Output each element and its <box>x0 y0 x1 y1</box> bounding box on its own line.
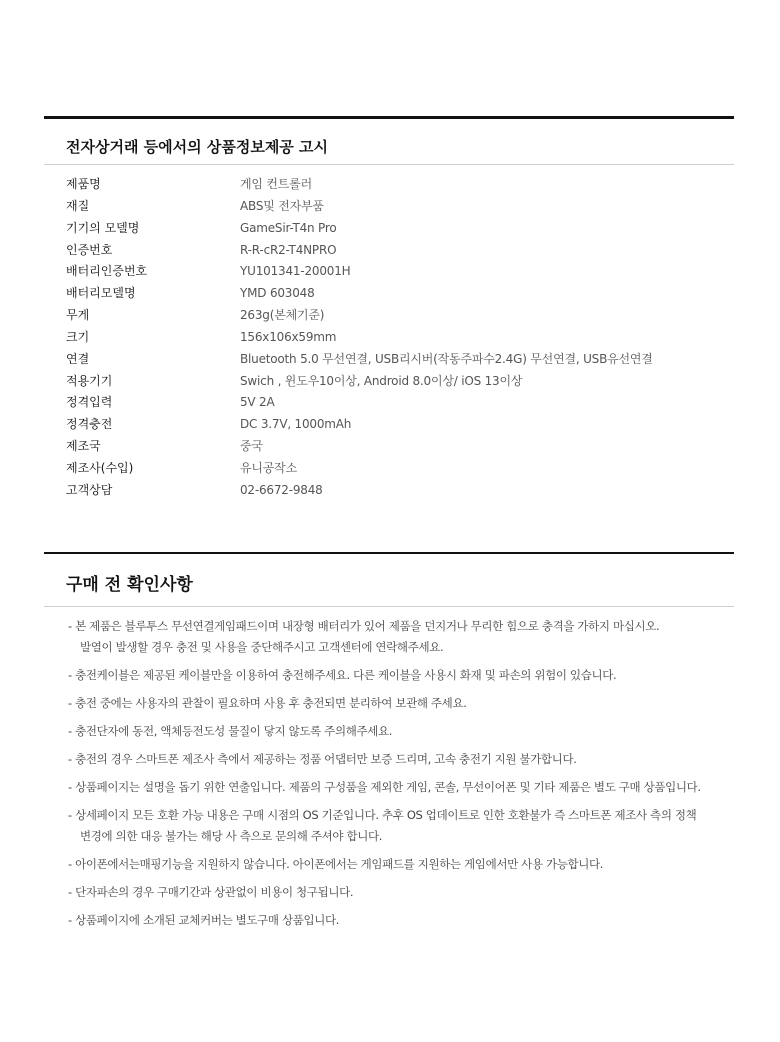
spec-label: 연결 <box>66 351 90 366</box>
spec-section-top-rule <box>44 116 734 119</box>
notice-line: - 충전단자에 동전, 액체등전도성 물질이 닿지 않도록 주의해주세요. <box>68 724 393 738</box>
spec-row <box>66 458 653 480</box>
notice-line: - 상품페이지에 소개된 교체커버는 별도구매 상품입니다. <box>68 913 340 927</box>
spec-value: Swich , 윈도우10이상, Android 8.0이상/ iOS 13이상 <box>240 373 523 388</box>
notice-line: - 충전 중에는 사용자의 관찰이 필요하며 사용 후 충전되면 분리하여 보관해 주세요. <box>68 696 467 710</box>
notice-item <box>68 805 730 847</box>
notice-line: - 상세페이지 모든 호환 가능 내용은 구매 시점의 OS 기준입니다. 추후 OS 업데이트로 인한 호환불가 즉 스마트폰 제조사 측의 정책 <box>68 808 697 822</box>
spec-value: R-R-cR2-T4NPRO <box>240 242 337 257</box>
spec-row <box>66 349 653 371</box>
spec-label: 기기의 모델명 <box>66 220 140 235</box>
spec-row <box>66 327 653 349</box>
notice-line: - 충전케이블은 제공된 케이블만을 이용하여 충전해주세요. 다른 케이블을 사용시 화재 및 파손의 위험이 있습니다. <box>68 668 617 682</box>
spec-value: 02-6672-9848 <box>240 482 323 497</box>
spec-label: 제조사(수입) <box>66 460 134 475</box>
spec-label: 배터리모델명 <box>66 286 136 301</box>
spec-row <box>66 305 653 327</box>
spec-section-divider <box>44 164 734 165</box>
spec-label: 재질 <box>66 198 90 213</box>
spec-value: YU101341-20001H <box>240 264 351 279</box>
spec-label: 인증번호 <box>66 242 113 257</box>
spec-label: 배터리인증번호 <box>66 264 148 279</box>
spec-row <box>66 174 653 196</box>
spec-row <box>66 196 653 218</box>
notice-line: - 본 제품은 블루투스 무선연결게임패드이며 내장형 배터리가 있어 제품을 던지거나 무리한 힘으로 충격을 가하지 마십시오. <box>68 619 660 633</box>
notice-section-top-rule <box>44 552 734 554</box>
spec-value: YMD 603048 <box>240 286 315 301</box>
spec-row <box>66 436 653 458</box>
spec-label: 적용기기 <box>66 373 113 388</box>
spec-label: 고객상담 <box>66 482 113 497</box>
spec-label: 제조국 <box>66 439 101 454</box>
notice-item <box>68 777 730 798</box>
notice-line: - 상품페이지는 설명을 돕기 위한 연출입니다. 제품의 구성품을 제외한 게임, 콘솔, 무선이어폰 및 기타 제품은 별도 구매 상품입니다. <box>68 780 701 794</box>
spec-value: ABS및 전자부품 <box>240 198 324 213</box>
spec-row <box>66 261 653 283</box>
notice-section-divider <box>44 606 734 607</box>
spec-row <box>66 480 653 502</box>
spec-value: 5V 2A <box>240 395 275 410</box>
spec-value: Bluetooth 5.0 무선연결, USB리시버(작동주파수2.4G) 무선연결, USB유선연결 <box>240 351 653 366</box>
spec-label: 정격충전 <box>66 417 113 432</box>
spec-value: 263g(본체기준) <box>240 308 325 323</box>
spec-value: DC 3.7V, 1000mAh <box>240 417 352 432</box>
spec-row <box>66 392 653 414</box>
notice-line: - 단자파손의 경우 구매기간과 상관없이 비용이 청구됩니다. <box>68 885 354 899</box>
spec-section-title: 전자상거래 등에서의 상품정보제공 고시 <box>66 138 328 156</box>
notice-section-title: 구매 전 확인사항 <box>66 575 193 595</box>
spec-value: 156x106x59mm <box>240 329 337 344</box>
notice-item <box>68 721 730 742</box>
notice-item <box>68 882 730 903</box>
spec-label: 크기 <box>66 329 90 344</box>
spec-row <box>66 240 653 262</box>
notice-item <box>68 693 730 714</box>
notice-item <box>68 616 730 658</box>
spec-value: GameSir-T4n Pro <box>240 220 337 235</box>
notice-list <box>68 616 730 938</box>
spec-value: 유니공작소 <box>240 460 297 475</box>
notice-item <box>68 665 730 686</box>
spec-value: 게임 컨트롤러 <box>240 177 312 191</box>
spec-label: 정격입력 <box>66 395 113 410</box>
notice-line: 변경에 의한 대응 불가는 해당 사 측으로 문의해 주셔야 합니다. <box>80 829 383 843</box>
notice-item <box>68 854 730 875</box>
spec-label: 무게 <box>66 308 90 323</box>
spec-row <box>66 414 653 436</box>
notice-line: 발열이 발생할 경우 충전 및 사용을 중단해주시고 고객센터에 연락해주세요. <box>80 640 444 654</box>
spec-label: 제품명 <box>66 177 101 191</box>
spec-row <box>66 218 653 240</box>
spec-value: 중국 <box>240 439 263 454</box>
notice-item <box>68 749 730 770</box>
notice-item <box>68 910 730 931</box>
spec-row <box>66 371 653 393</box>
notice-line: - 아이폰에서는매핑기능을 지원하지 않습니다. 아이폰에서는 게임패드를 지원하는 게임에서만 사용 가능합니다. <box>68 857 604 871</box>
spec-row <box>66 283 653 305</box>
notice-line: - 충전의 경우 스마트폰 제조사 측에서 제공하는 정품 어댑터만 보증 드리며, 고속 충전기 지원 불가합니다. <box>68 752 577 766</box>
spec-table <box>66 174 653 502</box>
